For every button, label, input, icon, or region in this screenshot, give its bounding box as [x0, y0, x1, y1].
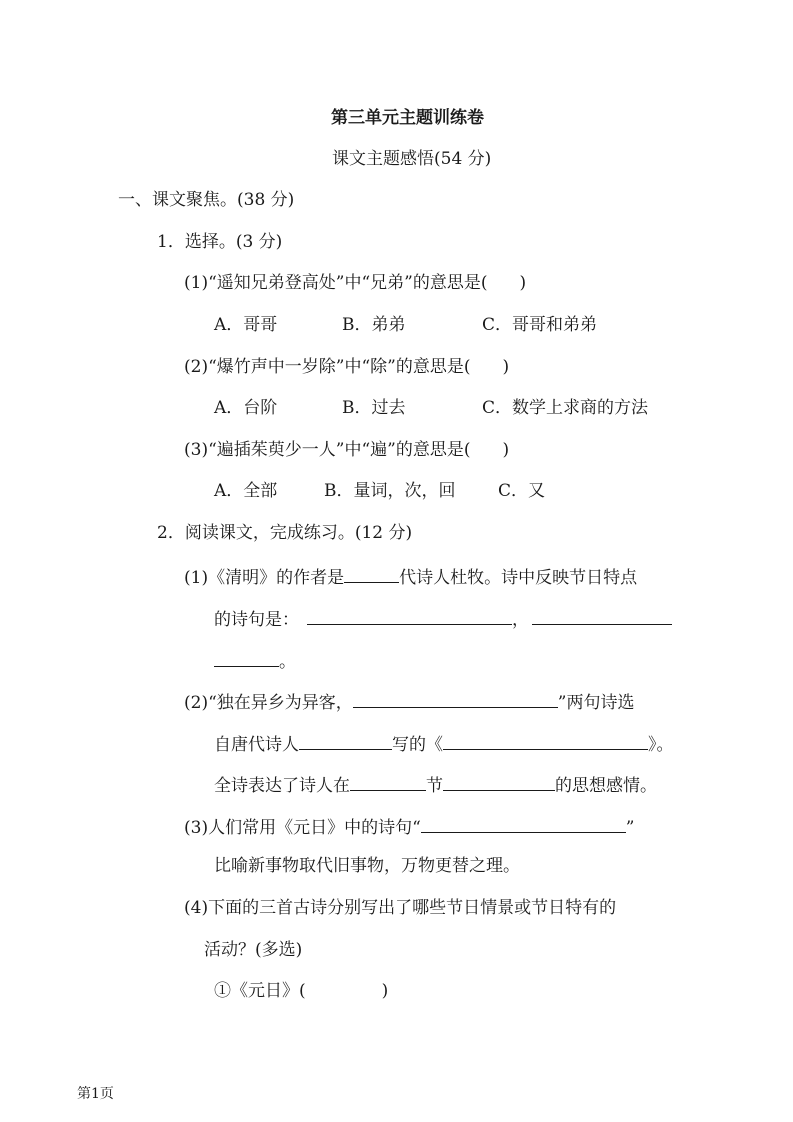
question-1-1-stem: [184, 272, 526, 294]
question-2-2-line1: [184, 689, 634, 714]
paren-close: ): [502, 440, 510, 460]
fill-blank-emotion[interactable]: [443, 772, 555, 791]
question-1-1-options: [214, 314, 597, 336]
question-2-1-line3: [214, 648, 296, 673]
paren-close: ): [502, 357, 510, 377]
section-heading: 一、课文聚焦。(38 分): [118, 190, 295, 210]
page-subtitle: 课文主题感悟(54 分): [332, 149, 492, 169]
text: 》。: [648, 735, 674, 755]
text: 。: [279, 652, 296, 672]
page-title: 第三单元主题训练卷: [331, 108, 484, 128]
option-c[interactable]: C．哥哥和弟弟: [482, 315, 598, 335]
option-b[interactable]: B．弟弟: [342, 315, 406, 335]
fill-blank-next-verse[interactable]: [353, 689, 558, 708]
option-b[interactable]: B．过去: [342, 398, 406, 418]
question-2-4-line2: 活动？(多选): [204, 940, 303, 960]
option-b[interactable]: B．量词，次，回: [324, 481, 456, 501]
fill-blank-festival[interactable]: [350, 772, 426, 791]
text: ”两句诗选: [557, 693, 635, 713]
question-2-1-line2: [214, 606, 672, 631]
question-1-3-options: [214, 480, 545, 502]
fill-blank-poet[interactable]: [299, 731, 392, 750]
paren-close: ): [381, 981, 389, 1001]
text: 节: [426, 776, 443, 796]
question-1-3-stem: [184, 439, 509, 461]
text: 的诗句是：: [214, 610, 299, 630]
text: ”: [625, 818, 635, 838]
fill-blank-yuanri-verse[interactable]: [421, 814, 626, 833]
question-2-label: 2．阅读课文，完成练习。(12 分): [157, 523, 413, 543]
paren-close: ): [519, 273, 527, 293]
question-2-4-line1: (4)下面的三首古诗分别写出了哪些节日情景或节日特有的: [184, 898, 617, 918]
question-2-4-item-1: [214, 980, 388, 1002]
stem-text: (2)“爆竹声中一岁除”中“除”的意思是(: [184, 357, 471, 377]
question-2-3-line1: [184, 814, 634, 839]
option-c[interactable]: C．数学上求商的方法: [482, 398, 649, 418]
fill-blank-verse-2-cont[interactable]: [214, 648, 279, 667]
text: (3)人们常用《元日》中的诗句“: [184, 818, 421, 838]
question-2-2-line3: [214, 772, 657, 797]
stem-text: (3)“遍插茱萸少一人”中“遍”的意思是(: [184, 440, 471, 460]
text: (2)“独在异乡为异客，: [184, 693, 353, 713]
fill-blank-verse-1[interactable]: [307, 606, 512, 625]
option-c[interactable]: C．又: [498, 481, 546, 501]
option-a[interactable]: A．哥哥: [214, 315, 278, 335]
fill-blank-verse-2[interactable]: [532, 606, 672, 625]
question-1-2-stem: [184, 356, 509, 378]
question-1-2-options: [214, 397, 648, 419]
text: ，: [512, 610, 529, 630]
option-a[interactable]: A．全部: [214, 481, 278, 501]
question-2-3-line2: 比喻新事物取代旧事物，万物更替之理。: [214, 856, 520, 876]
question-2-2-line2: [214, 731, 674, 756]
text: 代诗人杜牧。诗中反映节日特点: [399, 568, 638, 588]
fill-blank-dynasty[interactable]: [344, 564, 399, 583]
page-number: 第1页: [77, 1086, 114, 1102]
fill-blank-poem-title[interactable]: [443, 731, 648, 750]
stem-text: (1)“遥知兄弟登高处”中“兄弟”的意思是(: [184, 273, 488, 293]
text: 写的《: [392, 735, 443, 755]
text: 的思想感情。: [555, 776, 657, 796]
option-a[interactable]: A．台阶: [214, 398, 278, 418]
question-2-1-line1: [184, 564, 637, 589]
text: (1)《清明》的作者是: [184, 568, 345, 588]
text: ①《元日》(: [214, 981, 306, 1001]
text: 自唐代诗人: [214, 735, 299, 755]
question-1-label: 1．选择。(3 分): [157, 232, 283, 252]
text: 全诗表达了诗人在: [214, 776, 350, 796]
